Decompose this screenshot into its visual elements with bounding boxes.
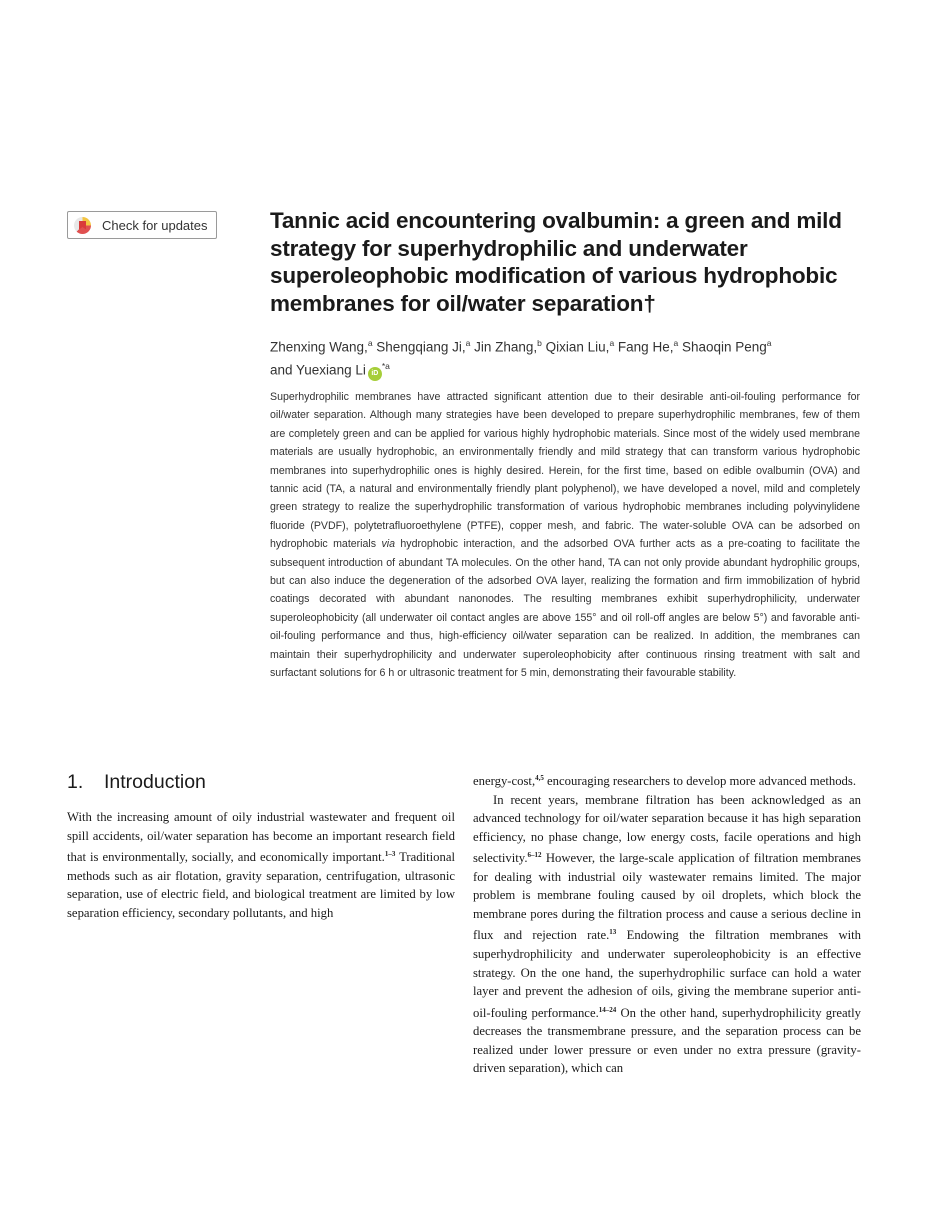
article-title: Tannic acid encountering ovalbumin: a green and mild strategy for superhydrophilic and underwater superoleophobic modification of various hydrophobic membranes for oil/water separation† — [270, 208, 842, 316]
author-affiliation: b — [537, 338, 542, 348]
author-affiliation: a — [766, 338, 772, 348]
author-name[interactable]: Fang He, — [614, 339, 674, 355]
corresponding-author-mark: *a — [381, 360, 390, 371]
author-affiliation: a — [609, 338, 615, 348]
abstract-italic-via: via — [381, 538, 395, 551]
abstract — [270, 388, 860, 683]
reference-link[interactable]: 6–12 — [527, 851, 542, 860]
intro-paragraph — [473, 769, 861, 791]
corresponding-author-name[interactable]: and Yuexiang Li — [270, 362, 366, 377]
body-text: Traditional methods such as air flotation, gravity separation, centrifugation, ultrasonic separation, use of electric field, and biological treatment are limited by low separation efficiency, secondary pollutants, and high — [67, 850, 455, 920]
author-name[interactable]: Shaoqin Peng — [678, 339, 767, 355]
intro-paragraph — [67, 808, 455, 922]
crossmark-icon — [74, 217, 91, 234]
body-text: Endowing the filtration membranes with superhydrophilicity and underwater superoleophobicity is an effective strategy. On the one hand, the superhydrophilic surface can hold a water layer and prevent the adhesion of oils, giving the membrane superior anti-oil-fouling performance. — [473, 928, 861, 1020]
abstract-text: Superhydrophilic membranes have attracted significant attention due to their desirable anti-oil-fouling performance for oil/water separation. Although many strategies have been developed to prepare superhydrophilic membranes, few of them are completely green and can be applied for various highly hydrophobic materials. Since most of the widely used membrane materials are usually hydrophobic, an environmentally friendly and mild strategy that can transform various hydrophobic membranes into superhydrophilic ones is highly desired. Herein, for the first time, based on edible ovalbumin (OVA) and tannic acid (TA, a natural and environmentally friendly plant polyphenol), we have developed a novel, mild and completely green strategy to realize the superhydrophilic transformation of various hydrophobic membranes including polyvinylidene fluoride (PVDF), polytetrafluoroethylene (PTFE), copper mesh, and fabric. The water-soluble OVA can be adsorbed on hydrophobic materials — [270, 391, 860, 551]
author-list — [270, 334, 870, 381]
author-affiliation: a — [465, 338, 471, 348]
intro-column-left — [67, 808, 455, 922]
author-name[interactable]: Shengqiang Ji, — [372, 339, 466, 355]
author-affiliation: a — [367, 338, 373, 348]
section-heading-introduction — [67, 769, 206, 795]
reference-link[interactable]: 1–3 — [384, 850, 396, 858]
body-text: energy-cost, — [473, 774, 536, 789]
reference-link[interactable]: 4,5 — [535, 774, 544, 782]
intro-paragraph — [473, 791, 861, 1078]
body-text: In recent years, membrane filtration has been acknowledged as an advanced technology for oil/water separation because it has high separation efficiency, no phase change, low energy costs, facile operations and high selectivity. — [473, 792, 861, 866]
reference-link[interactable]: 13 — [609, 928, 617, 937]
body-text: However, the large-scale application of filtration membranes for dealing with industrial oily wastewater remains limited. The major problem is membrane fouling caused by oil droplets, which block the membrane pores during the filtration process and cause a serious decline in flux and rejection rate. — [473, 851, 861, 943]
author-name[interactable]: Jin Zhang, — [470, 339, 538, 355]
section-title: Introduction — [104, 771, 206, 793]
abstract-text: hydrophobic interaction, and the adsorbed OVA further acts as a pre-coating to facilitate the subsequent introduction of abundant TA molecules. On the other hand, TA can not only provide abundant hydrophilic groups, but can also induce the degeneration of the adsorbed OVA layer, realizing the formation and firm immobilization of hybrid coatings decorated with abundant nanonodes. The resulting membranes exhibit superhydrophilicity, underwater superoleophobicity (all underwater oil contact angles are above 155° and oil roll-off angles are below 5°) and favorable anti-oil-fouling performance and thus, high-efficiency oil/water separation can be realized. In addition, the membranes can maintain their superhydrophilicity and underwater superoleophobicity after continuous rinsing treatment with salt and surfactant solutions for 6 h or ultrasonic treatment for 5 min, demonstrating their favourable stability. — [270, 538, 860, 680]
intro-column-right — [473, 769, 861, 1078]
check-for-updates-label: Check for updates — [102, 217, 208, 233]
body-text: encouraging researchers to develop more advanced methods. — [543, 774, 857, 789]
orcid-icon[interactable]: iD — [368, 367, 382, 381]
section-number: 1. — [67, 771, 84, 793]
body-text: With the increasing amount of oily industrial wastewater and frequent oil spill accidents, oil/water separation has become an important research field that is environmentally, socially, and economically important. — [67, 810, 455, 865]
author-name[interactable]: Qixian Liu, — [541, 339, 610, 355]
reference-link[interactable]: 14–24 — [598, 1005, 617, 1014]
author-affiliation: a — [673, 338, 679, 348]
check-for-updates-button[interactable] — [67, 211, 217, 239]
body-text: On the other hand, superhydrophilicity greatly decreases the transmembrane pressure, and the separation process can be realized under lower pressure or even under no extra pressure (gravity-driven separation), which can — [473, 1005, 861, 1076]
author-name[interactable]: Zhenxing Wang, — [270, 339, 368, 355]
